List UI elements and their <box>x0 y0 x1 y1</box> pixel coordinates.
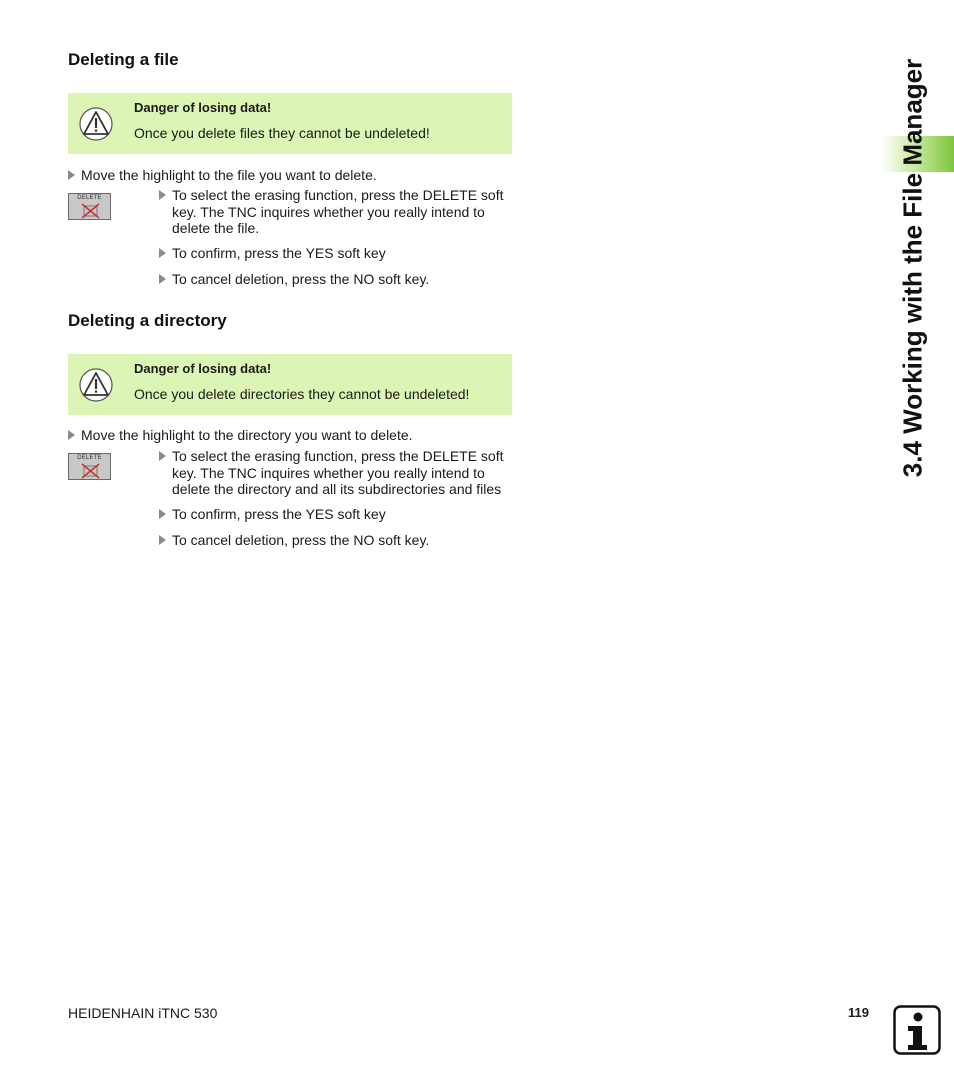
step-select-erase: To select the erasing function, press the DELETE soft key. The TNC inquires whether you really intend to delete the file. <box>159 187 519 237</box>
step-confirm: To confirm, press the YES soft key <box>159 506 386 523</box>
step-select-erase: To select the erasing function, press the DELETE soft key. The TNC inquires whether you really intend to delete the directory and all its subdirectories and files <box>159 448 529 498</box>
section-heading-file: Deleting a file <box>68 50 179 69</box>
warning-title: Danger of losing data! <box>134 361 272 376</box>
page-number: 119 <box>848 1005 869 1020</box>
step-move-highlight: Move the highlight to the file you want to delete. <box>68 167 377 184</box>
bullet-arrow-icon <box>159 451 166 461</box>
info-icon <box>893 1005 941 1055</box>
section-heading-directory: Deleting a directory <box>68 311 227 330</box>
step-cancel: To cancel deletion, press the NO soft key. <box>159 271 429 288</box>
warning-text: Once you delete files they cannot be undeleted! <box>134 125 430 141</box>
step-move-highlight: Move the highlight to the directory you want to delete. <box>68 427 413 444</box>
step-cancel: To cancel deletion, press the NO soft key. <box>159 532 429 549</box>
warning-triangle-icon <box>79 368 113 402</box>
bullet-arrow-icon <box>159 535 166 545</box>
footer-product: HEIDENHAIN iTNC 530 <box>68 1005 218 1021</box>
bullet-arrow-icon <box>159 190 166 200</box>
bullet-arrow-icon <box>159 274 166 284</box>
bullet-arrow-icon <box>159 248 166 258</box>
delete-softkey: DELETE <box>68 453 111 480</box>
warning-box-file <box>68 93 512 154</box>
delete-cross-icon <box>81 203 100 219</box>
delete-cross-icon <box>81 463 100 479</box>
bullet-arrow-icon <box>68 430 75 440</box>
chapter-title: 3.4 Working with the File Manager <box>897 58 928 478</box>
warning-text: Once you delete directories they cannot be undeleted! <box>134 386 470 402</box>
delete-softkey: DELETE <box>68 193 111 220</box>
step-confirm: To confirm, press the YES soft key <box>159 245 386 262</box>
warning-title: Danger of losing data! <box>134 100 272 115</box>
bullet-arrow-icon <box>68 170 75 180</box>
warning-box-directory <box>68 354 512 415</box>
warning-triangle-icon <box>79 107 113 141</box>
bullet-arrow-icon <box>159 509 166 519</box>
